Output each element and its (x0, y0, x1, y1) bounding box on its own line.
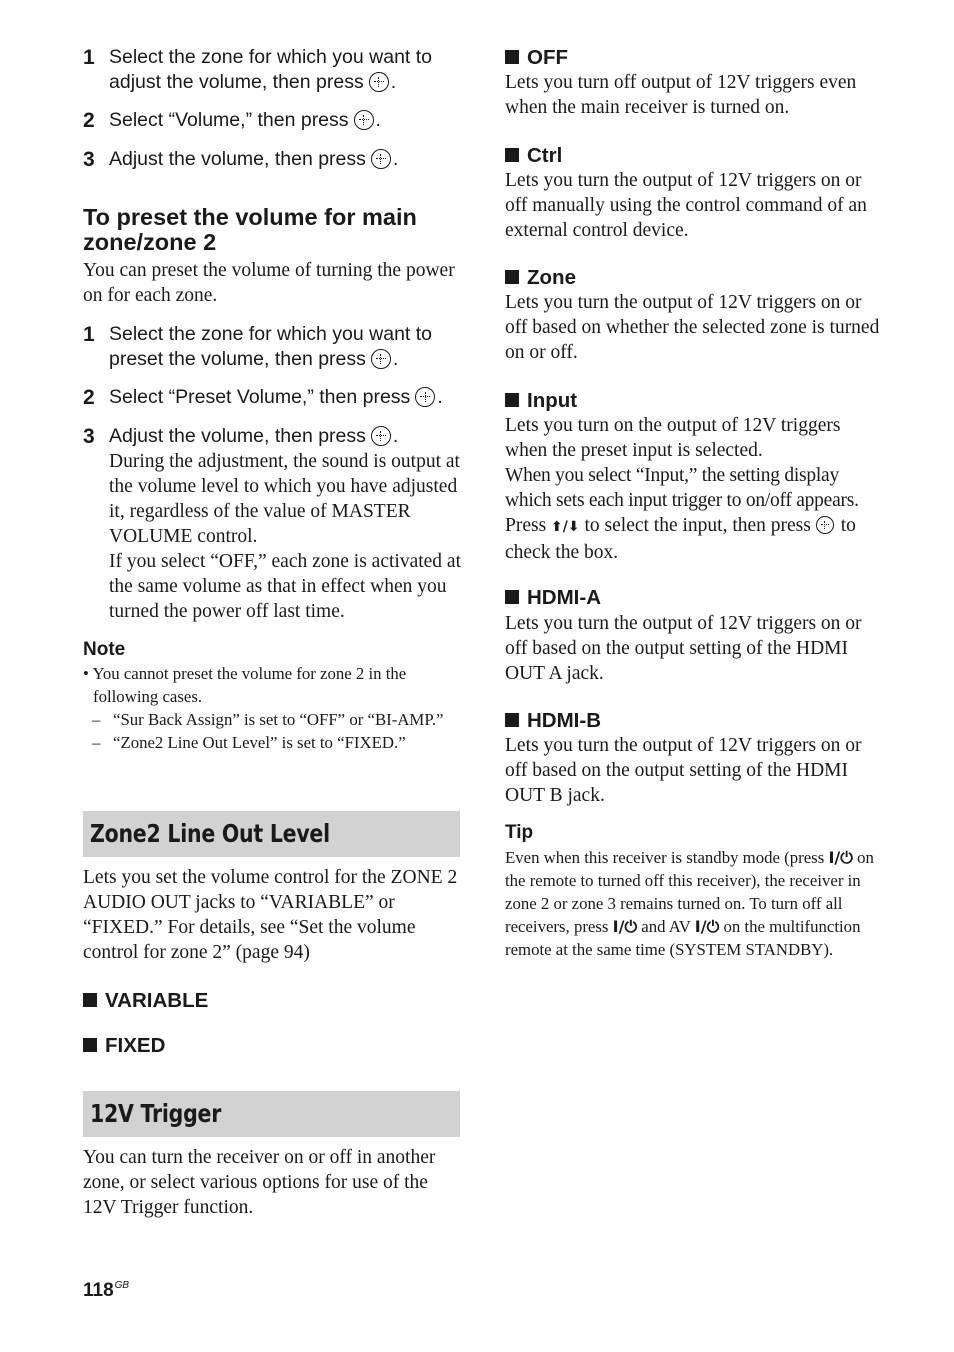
input-text-line: Lets you turn on the output of 12V triggers when the preset input is selected. (505, 415, 841, 461)
note-dash-item: – “Sur Back Assign” is set to “OFF” or “BI-AMP.” (92, 710, 444, 729)
note-bullet: • You cannot preset the volume for zone 2 in the following cases. (83, 664, 407, 706)
option-hdmi-a-text: Lets you turn the output of 12V triggers on or off based on the output setting of the HDMI OUT A jack. (505, 613, 862, 684)
option-label: OFF (527, 46, 568, 69)
input-select-text: to select the input, then press (584, 515, 811, 536)
option-off-text: Lets you turn off output of 12V triggers even when the main receiver is turned on. (505, 72, 857, 118)
input-text-line (505, 513, 883, 565)
square-bullet-icon (505, 590, 519, 604)
tip-text-part: on the multifunction remote at the same time (SYSTEM STANDBY). (505, 917, 861, 959)
enter-button-icon (354, 110, 374, 130)
section-bar-12v-trigger (83, 1091, 460, 1137)
page-number-value: 118 (83, 1280, 114, 1301)
square-bullet-icon (505, 270, 519, 284)
step-end: . (392, 148, 399, 170)
step-text: Adjust the volume, then press (109, 148, 366, 170)
step-number: 3 (83, 148, 95, 171)
option-input (505, 388, 577, 413)
option-off (505, 45, 568, 70)
step-number: 3 (83, 425, 95, 448)
page-suffix: GB (114, 1280, 130, 1291)
option-label: Zone (527, 266, 576, 289)
square-bullet-icon (505, 148, 519, 162)
tip-title: Tip (505, 822, 534, 843)
option-fixed (83, 1033, 165, 1058)
step-text: Adjust the volume, then press (109, 425, 366, 447)
power-icon: I/⏻ (612, 917, 638, 936)
up-down-arrow-icon: ⬆/⬇ (551, 519, 580, 535)
square-bullet-icon (505, 50, 519, 64)
enter-button-icon (369, 72, 389, 92)
input-press-text: Press (505, 515, 547, 536)
square-bullet-icon (505, 393, 519, 407)
step-end: . (375, 109, 381, 131)
page-number (83, 1280, 129, 1302)
option-label: Input (527, 389, 578, 412)
power-icon: I/⏻ (694, 917, 720, 936)
step-body: During the adjustment, the sound is output at the volume level to which you have adjusted it, regardless of the value of MASTER VOLUME control. (109, 451, 460, 547)
option-ctrl-text: Lets you turn the output of 12V triggers on or off manually using the control command of an external control device. (505, 170, 867, 241)
note-dash-text: “Sur Back Assign” is set to “OFF” or “BI-AMP.” (113, 710, 444, 729)
zone2-description: Lets you set the volume control for the ZONE 2 AUDIO OUT jacks to “VARIABLE” or “FIXED.” For details, see “Set the volume control for zone 2” (page 94) (83, 867, 458, 963)
step-number: 1 (83, 46, 95, 69)
preset-intro: You can preset the volume of turning the power on for each zone. (83, 260, 455, 306)
square-bullet-icon (83, 993, 97, 1007)
option-ctrl (505, 143, 562, 168)
step-end: . (390, 71, 397, 93)
step-number: 2 (83, 109, 95, 132)
step-text: Select the zone for which you want to preset the volume, then press (109, 323, 433, 370)
option-label: Ctrl (527, 144, 563, 167)
option-label: VARIABLE (105, 989, 209, 1012)
step-number: 1 (83, 323, 95, 346)
option-variable (83, 988, 208, 1013)
step-end: . (392, 425, 399, 447)
note-list (83, 662, 461, 754)
section-bar-title: 12V Trigger (90, 1099, 222, 1128)
step-text: Select the zone for which you want to adjust the volume, then press (109, 46, 433, 93)
step-end: . (437, 386, 443, 408)
enter-button-icon (816, 516, 834, 534)
note-dash-item: – “Zone2 Line Out Level” is set to “FIXED.” (92, 733, 406, 752)
tip-text (505, 846, 883, 961)
note-title: Note (83, 639, 126, 660)
tip-text-part: Even when this receiver is standby mode (press (505, 848, 825, 867)
section-heading-preset-volume: To preset the volume for main zone/zone 2 (83, 204, 417, 255)
section-bar-zone2-line-out-level (83, 811, 460, 857)
input-text-line: When you select “Input,” the setting display which sets each input trigger to on/off appears. (505, 465, 859, 511)
section-bar-title: Zone2 Line Out Level (90, 819, 330, 848)
enter-button-icon (371, 149, 391, 169)
option-hdmi-a (505, 585, 601, 610)
step-text: Select “Volume,” then press (109, 109, 349, 131)
option-zone-text: Lets you turn the output of 12V triggers on or off based on whether the selected zone is turned on or off. (505, 292, 880, 363)
enter-button-icon (371, 349, 391, 369)
enter-button-icon (415, 387, 435, 407)
input-check-text: to check the box. (505, 515, 856, 563)
option-label: FIXED (105, 1034, 166, 1057)
tip-text-part: and AV (641, 917, 691, 936)
tip-text-part: on the remote to turned off this receiver), the receiver in zone 2 or zone 3 remains turned on. To turn off all receivers, press (505, 848, 874, 936)
step-number: 2 (83, 386, 95, 409)
trigger-description: You can turn the receiver on or off in another zone, or select various options for use of the 12V Trigger function. (83, 1147, 436, 1218)
enter-button-icon (371, 426, 391, 446)
option-label: HDMI-B (527, 709, 602, 732)
option-label: HDMI-A (527, 586, 602, 609)
step-end: . (392, 348, 399, 370)
option-zone (505, 265, 576, 290)
option-hdmi-b (505, 708, 601, 733)
square-bullet-icon (505, 713, 519, 727)
square-bullet-icon (83, 1038, 97, 1052)
option-input-text (505, 413, 883, 565)
step-body: If you select “OFF,” each zone is activated at the same volume as that in effect when you turned the power off last time. (109, 551, 461, 622)
power-icon: I/⏻ (828, 848, 853, 867)
note-dash-text: “Zone2 Line Out Level” is set to “FIXED.” (113, 733, 406, 752)
step-text: Select “Preset Volume,” then press (109, 386, 411, 408)
option-hdmi-b-text: Lets you turn the output of 12V triggers on or off based on the output setting of the HDMI OUT B jack. (505, 735, 862, 806)
